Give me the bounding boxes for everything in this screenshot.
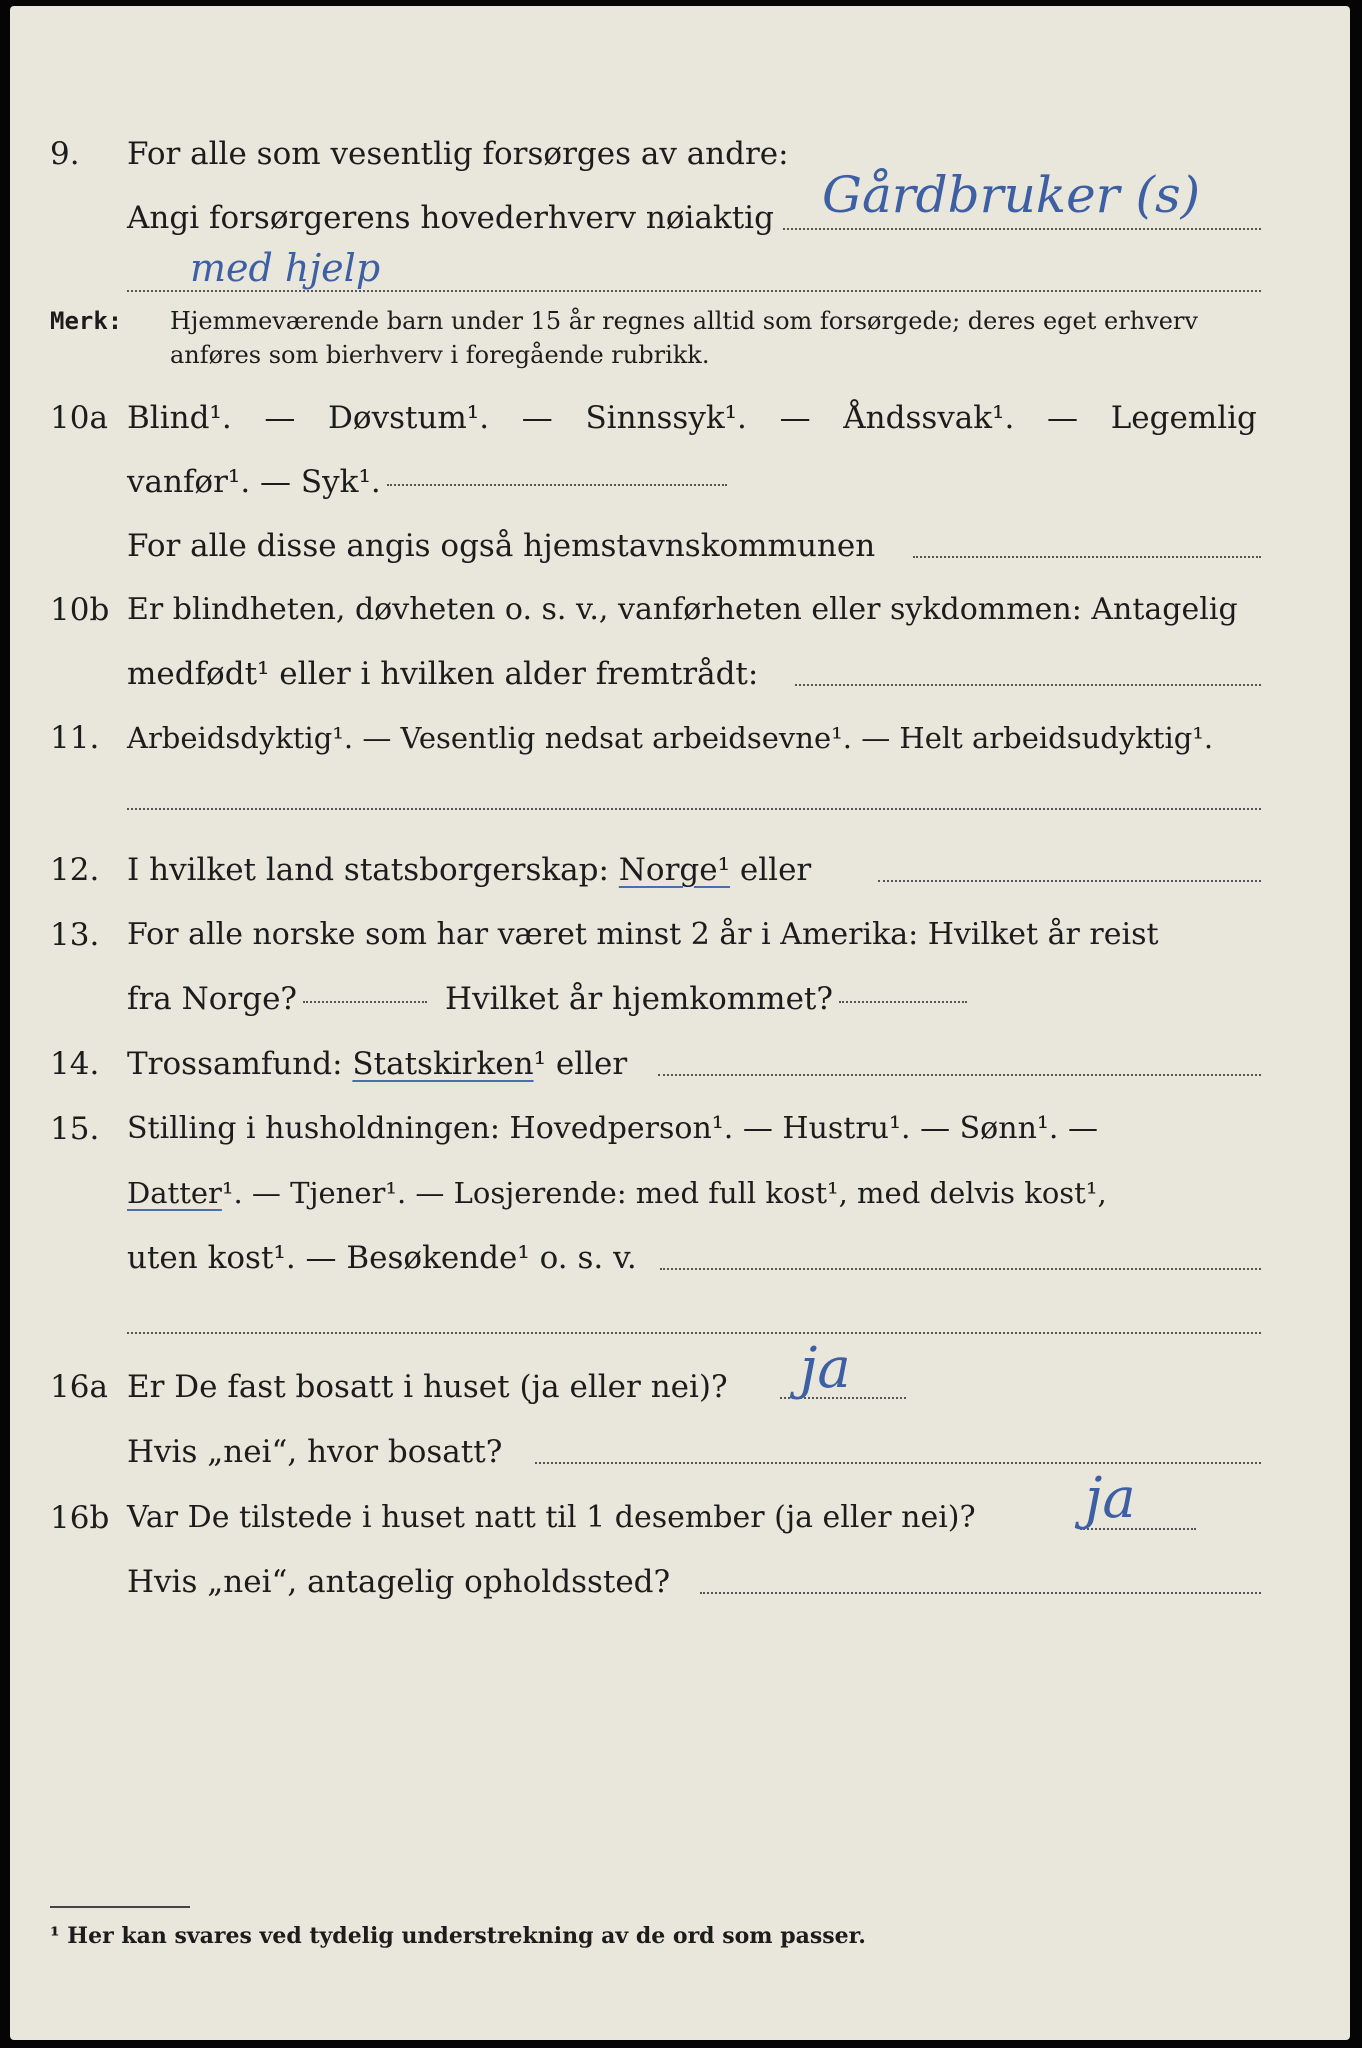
question-number: 16a [50,1369,108,1405]
answer-line [913,556,1261,558]
question-10a-line-1 [10,392,1350,444]
question-text: I hvilket land statsborgerskap: Norge¹ eller [127,844,811,896]
handwritten-answer: ja [1085,1466,1136,1531]
handwritten-answer: ja [800,1336,851,1401]
question-number: 11. [50,720,100,756]
answer-line [878,880,1261,882]
handwritten-answer: med hjelp [190,246,381,290]
question-text: Datter ¹. — Tjener¹. — Losjerende: med full kost¹, med delvis kost¹, [127,1167,1107,1219]
question-text: For alle som vesentlig forsørges av andre: [127,136,789,172]
question-number: 12. [50,852,100,888]
question-10b-line-2 [10,648,1350,700]
question-text: uten kost¹. — Besøkende¹ o. s. v. [127,1240,637,1276]
question-16b-line-2 [10,1556,1350,1608]
question-11 [10,712,1350,764]
answer-line [783,228,1261,230]
answer-line [127,808,1261,810]
note-label: Merk: [50,307,123,335]
footnote: ¹ Her kan svares ved tydelig understrekning av de ord som passer. [50,1923,866,1949]
question-10b-line-1 [10,584,1350,636]
question-16b-line-1 [10,1492,1350,1544]
question-10a-line-2 [10,456,1350,508]
answer-line [660,1268,1261,1270]
question-text: Stilling i husholdningen: Hovedperson¹. — Hustru¹. — Sønn¹. — [127,1111,1098,1146]
question-text: Var De tilstede i huset natt til 1 desember (ja eller nei)? [127,1500,976,1535]
question-text: Hvis „nei“, antagelig opholdssted? [127,1564,671,1600]
footnote-divider [50,1906,190,1908]
question-number: 16b [50,1500,110,1536]
question-text: fra Norge? Hvilket år hjemkommet? [127,973,967,1025]
question-10a-line-3 [10,520,1350,572]
note-text: Hjemmeværende barn under 15 år regnes alltid som forsørgede; deres eget erhverv [170,307,1198,335]
answer-line [387,483,727,486]
question-text: For alle disse angis også hjemstavnskommunen [127,528,876,564]
underlined-answer: Datter [127,1176,222,1210]
answer-line [795,684,1261,686]
question-text: Arbeidsdyktig¹. — Vesentlig nedsat arbeidsevne¹. — Helt arbeidsudyktig¹. [127,721,1214,755]
question-text: Hvis „nei“, hvor bosatt? [127,1434,503,1470]
question-number: 13. [50,917,100,953]
question-15-line-2 [10,1167,1350,1219]
handwritten-answer: Gårdbruker (s) [822,166,1201,224]
question-13-line-2 [10,973,1350,1025]
question-text: Er blindheten, døvheten o. s. v., vanførheten eller sykdommen: Antagelig [127,592,1238,627]
question-15-line-1 [10,1103,1350,1155]
question-number: 14. [50,1046,100,1082]
question-text: medfødt¹ eller i hvilken alder fremtrådt: [127,656,759,692]
note-line-1 [10,304,1350,338]
answer-line [700,1592,1261,1594]
note-line-2 [10,338,1350,372]
question-15-line-3 [10,1232,1350,1284]
question-number: 9. [50,136,80,172]
question-13-line-1 [10,909,1350,961]
answer-line [658,1074,1261,1076]
question-number: 10b [50,592,110,628]
answer-line [303,1000,427,1003]
question-text: Trossamfund: Statskirken ¹ eller [127,1038,627,1090]
answer-line [839,1000,967,1003]
note-text: anføres som bierhverv i foregående rubrikk. [170,341,710,369]
underlined-answer: Statskirken [352,1046,534,1082]
answer-line [535,1462,1261,1464]
question-number: 15. [50,1111,100,1147]
question-number: 10a [50,400,108,436]
question-16a-line-1 [10,1361,1350,1413]
question-12 [10,844,1350,896]
question-text: For alle norske som har været minst 2 år i Amerika: Hvilket år reist [127,917,1159,952]
question-text: Er De fast bosatt i huset (ja eller nei)? [127,1369,728,1405]
census-form-page [10,6,1350,2040]
question-text: Blind¹. — Døvstum¹. — Sinnssyk¹. — Åndssvak¹. — Legemlig [127,400,1257,436]
underlined-answer: Norge¹ [618,852,731,888]
question-16a-line-2 [10,1426,1350,1478]
question-14 [10,1038,1350,1090]
question-text: Angi forsørgerens hovederhverv nøiaktig [127,200,774,236]
answer-line [127,1332,1261,1334]
question-text: vanfør¹. — Syk¹. [127,456,727,508]
answer-line [127,290,1261,292]
